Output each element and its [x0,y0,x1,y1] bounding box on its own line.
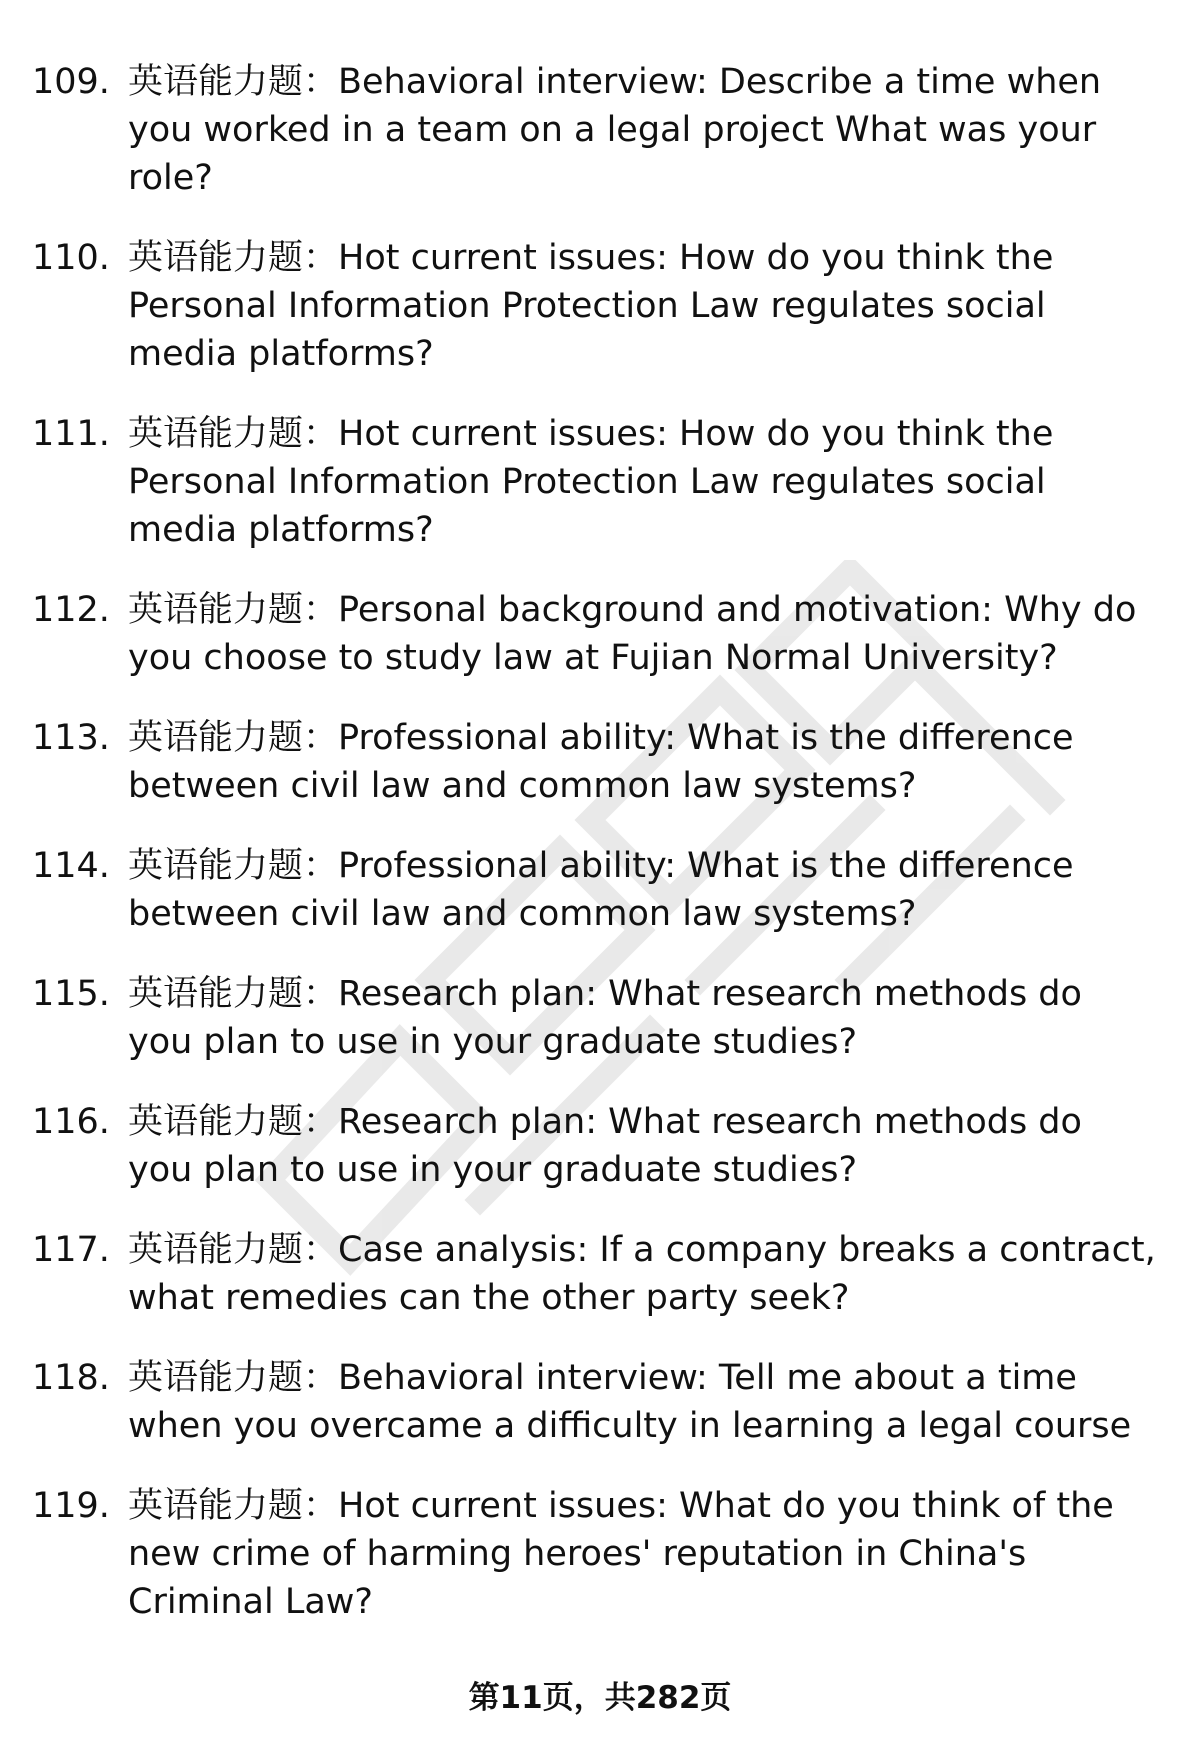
list-item [32,1354,1157,1450]
list-item [32,1226,1157,1322]
question-list [32,58,1157,1658]
question-number: 114. [32,846,110,886]
question-number: 119. [32,1486,110,1526]
question-number: 109. [32,62,110,102]
question-text: 英语能力题：Hot current issues: How do you think the Personal Information Protection Law regulates social media platforms? [128,414,1054,550]
question-number: 112. [32,590,110,630]
question-number: 110. [32,238,110,278]
question-number: 118. [32,1358,110,1398]
question-number: 111. [32,414,110,454]
list-item [32,58,1157,202]
list-item [32,1098,1157,1194]
question-text: 英语能力题：Professional ability: What is the difference between civil law and common law systems? [128,846,1074,934]
list-item [32,586,1157,682]
question-text: 英语能力题：Behavioral interview: Describe a time when you worked in a team on a legal project What was your role? [128,62,1102,198]
question-number: 113. [32,718,110,758]
question-text: 英语能力题：Case analysis: If a company breaks a contract, what remedies can the other party seek? [128,1230,1156,1318]
list-item [32,970,1157,1066]
question-number: 115. [32,974,110,1014]
list-item [32,842,1157,938]
page-number-footer: 第11页，共282页 [468,1680,732,1716]
question-text: 英语能力题：Research plan: What research methods do you plan to use in your graduate studies? [128,974,1082,1062]
question-text: 英语能力题：Personal background and motivation: Why do you choose to study law at Fujian Normal University? [128,590,1137,678]
list-item [32,1482,1157,1626]
list-item [32,410,1157,554]
question-text: 英语能力题：Professional ability: What is the difference between civil law and common law systems? [128,718,1074,806]
question-text: 英语能力题：Research plan: What research methods do you plan to use in your graduate studies? [128,1102,1082,1190]
question-text: 英语能力题：Hot current issues: How do you think the Personal Information Protection Law regulates social media platforms? [128,238,1054,374]
question-text: 英语能力题：Hot current issues: What do you think of the new crime of harming heroes' reputation in China's Criminal Law? [128,1486,1114,1622]
question-number: 116. [32,1102,110,1142]
list-item [32,714,1157,810]
question-text: 英语能力题：Behavioral interview: Tell me about a time when you overcame a difficulty in learning a legal course [128,1358,1132,1446]
list-item [32,234,1157,378]
question-number: 117. [32,1230,110,1270]
